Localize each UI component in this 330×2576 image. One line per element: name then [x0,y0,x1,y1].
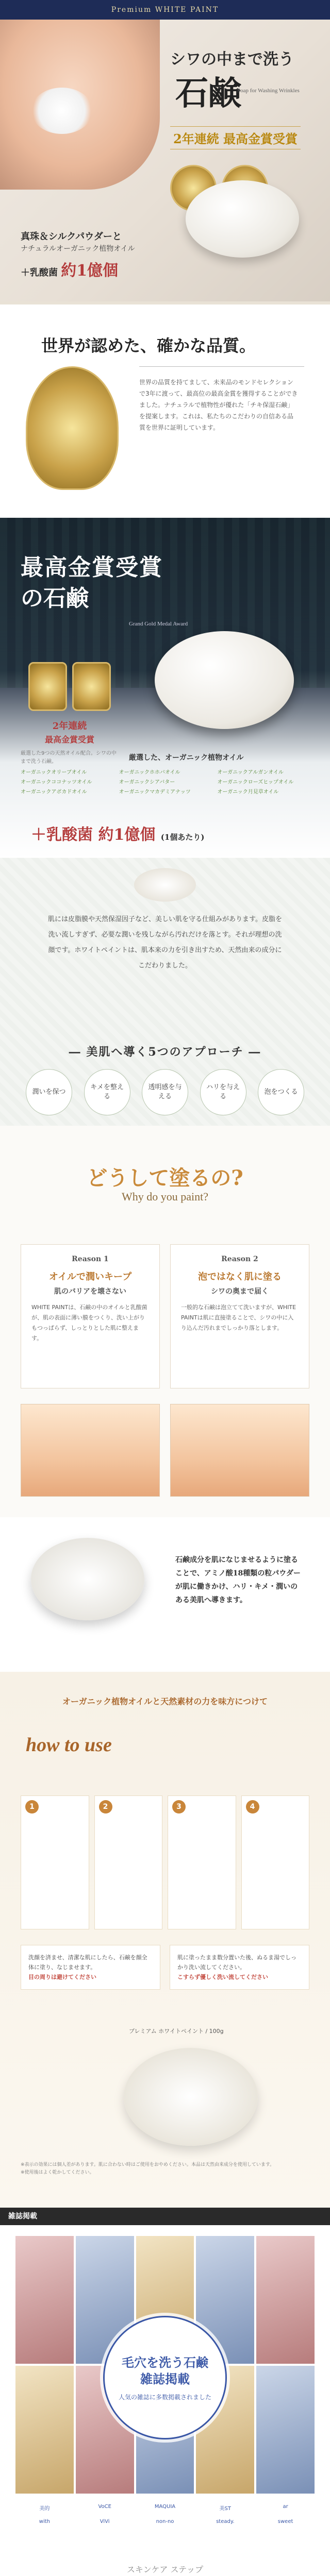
magazine-name: ViVi [100,2519,110,2524]
oil-item: オーガニックホホバオイル [119,770,180,775]
how-note-warning: こすらず優しく洗い流してください [177,1974,268,1980]
magazine-badge [103,2316,227,2439]
hero-english: Soap for Washing Wrinkles [237,88,300,94]
why-title: どうして塗るの? [87,1166,243,1190]
quality-text: 世界の品質を持てまして、未来品のモンドセレクションで3年に渡って、最高位の最高金賞を獲得することができました。ナチュラルで植物性が優れた「チキ保湿石鹸」を提案します。これは、私たちのこだわりの自信ある品質を世界に証明しています。 [139,379,298,431]
intro-text: 肌には皮脂膜や天然保湿因子など、美しい肌を守る仕組みがあります。皮脂を洗い流しすぎず、必要な潤いを残しながら汚れだけを落とす。それが理想の洗顔です。ホワイトペイントは、肌本来の力を引き出すため、天然由来の成分にこだわりました。 [48,916,282,970]
hero-line-prefix: ＋乳酸菌 [21,267,58,278]
skin-layer-illustration [21,1404,160,1497]
magazine-name: 美ST [219,2506,232,2512]
award-caption: 2年連続 [52,721,87,732]
how-notes [21,1945,309,1990]
brand-band: Premium WHITE PAINT [0,0,330,20]
badge-title: 毛穴を洗う石鹸 [122,2354,208,2370]
soap-image [134,868,196,902]
magazine-name: sweet [277,2519,293,2524]
hero-line: 真珠＆シルクパウダーと [21,231,122,242]
disclaimer-text: ※使用後はよく乾かしてください。 [21,2170,94,2175]
oil-heading: 厳選した、オーガニック植物オイル [129,754,244,762]
magazine-cover [256,2236,315,2364]
award-english: Grand Gold Medal Award [129,621,188,627]
approach-item: 泡をつくる [258,1069,304,1115]
intro-section [0,858,330,1126]
approach-item: 透明感を与える [142,1069,188,1115]
texture-section [0,1517,330,1672]
award-title: 最高金賞受賞 [21,554,163,581]
reason-subtitle: シワの奥まで届く [211,1287,269,1296]
approach-item: 潤いを保つ [26,1069,72,1115]
reason-tag: Reason 2 [221,1255,258,1263]
oil-item: オーガニックオリーブオイル [21,770,87,775]
soap-image [186,180,299,258]
how-note-text: 肌に塗ったまま数分置いた後、ぬるま湯でしっかり洗い流してください。 [177,1954,296,1971]
award-note: 厳選した9つの天然オイル配合。シワの中まで洗う石鹸。 [21,751,117,765]
step-number: 3 [172,1800,186,1814]
oil-item: オーガニックアルガンオイル [217,770,284,775]
how-title: how to use [26,1734,112,1756]
reason-text: WHITE PAINTは、石鹸の中のオイルと乳酸菌が、肌の表面に薄い膜をつくり、洗い上がりもつっぱらず、しっとりとした肌に整えます。 [31,1304,147,1342]
reason-title: オイルで潤いキープ [48,1272,132,1282]
hero-section [0,0,330,301]
badge-note: 人気の雑誌に多数掲載されました [118,2393,211,2401]
divider [139,366,304,367]
lactic-acid-callout [31,822,204,844]
magazine-name: VoCE [98,2504,111,2510]
how-to-use-section [0,1672,330,2208]
medal-icon [72,662,111,711]
approach-item: キメを整える [84,1069,130,1115]
skin-layer-illustration [170,1404,309,1497]
lactic-acid-text: ＋乳酸菌 約1億個 [31,826,156,844]
oil-item: オーガニックアボカドオイル [21,789,87,795]
magazine-name: steady. [216,2519,235,2524]
oil-item: オーガニックローズヒップオイル [217,779,294,785]
badge-title: 雑誌掲載 [140,2371,190,2386]
step-number: 4 [246,1800,259,1814]
magazine-name: 美的 [39,2506,50,2512]
award-title-2: の石鹸 [21,585,89,612]
hero-headline: シワの中まで洗う [170,50,294,69]
hero-headline-large: 石鹸 [175,74,241,113]
magazine-cover [15,2366,74,2494]
oil-item: オーガニック月見草オイル [217,789,279,795]
hero-award: 2年連続 最高金賞受賞 [170,126,301,149]
quality-section [0,301,330,518]
soap-image [124,2048,258,2146]
how-note [21,1945,160,1990]
step-number: 2 [99,1800,112,1814]
hero-line-number: 約1億個 [61,262,119,280]
approach-item: ハリを与える [200,1069,246,1115]
lactic-acid-note: (1個あたり) [160,833,205,842]
hero-line: ナチュラルオーガニック植物オイル [21,245,135,253]
foam-image [31,88,93,134]
approach-heading: ― 美肌へ導く5つのアプローチ ― [69,1045,261,1059]
why-subtitle: Why do you paint? [121,1190,209,1203]
how-step [21,1795,89,1929]
disclaimer [21,2161,309,2177]
soap-image [155,631,294,729]
magazine-name: with [39,2519,50,2524]
how-note [170,1945,309,1990]
product-info [129,2027,224,2036]
magazine-cover [15,2236,74,2364]
step-number: 1 [25,1800,39,1814]
magazine-name: ar [283,2504,288,2510]
texture-text: 石鹸成分を肌になじませるように塗ることで、アミノ酸18種類の粒パウダーが肌に働きかけ、ハリ・キメ・潤いのある美肌へ導きます。 [175,1556,301,1604]
how-note-text: 洗顔を済ませ、清潔な肌にしたら、石鹸を顔全体に塗り、なじませます。 [28,1954,147,1971]
magazine-section [0,2208,330,2576]
reason-card [21,1244,160,1388]
product-display [31,2027,299,2146]
reason-tag: Reason 1 [72,1255,109,1263]
quality-title: 世界が認めた、確かな品質。 [41,336,256,355]
magazine-list [15,2504,315,2524]
medal-icon [28,662,67,711]
approach-list [26,1069,304,1115]
magazine-name: non-no [156,2519,174,2524]
why-section [0,1126,330,1517]
reason-card [170,1244,309,1388]
award-caption: 最高金賞受賞 [44,735,94,744]
how-step [168,1795,236,1929]
oil-list [21,768,309,795]
oil-item: オーガニックマカデミアナッツ [119,789,191,795]
how-step [94,1795,163,1929]
reason-title: 泡ではなく肌に塗る [198,1272,282,1282]
skin-diagram [21,1404,309,1497]
reason-text: 一般的な石鹸は泡立てて洗いますが、WHITE PAINTは肌に直接塗ることで、シワの中に入り込んだ汚れまでしっかり落とします。 [181,1304,296,1331]
how-step [241,1795,310,1929]
soap-image [31,1538,144,1620]
magazine-heading: 雑誌掲載 [0,2208,330,2225]
hero-line [21,258,118,280]
oil-item: オーガニックココナッツオイル [21,779,92,785]
how-header: オーガニック植物オイルと天然素材の力を味方につけて [62,1697,268,1706]
disclaimer-text: ※表示の効果には個人差があります。肌に合わない時はご使用をおやめください。本品は天然由来成分を使用しています。 [21,2162,275,2167]
magazine-name: MAQUIA [154,2504,176,2510]
how-note-warning: 目の周りは避けてください [28,1974,96,1980]
mondeselection-medal-icon [26,366,119,490]
skincare-heading: スキンケア ステップ [126,2565,204,2574]
oil-item: オーガニックシアバター [119,779,175,785]
reason-subtitle: 肌のバリアを壊さない [54,1287,126,1296]
award-section [0,518,330,858]
magazine-cover [256,2366,315,2494]
how-steps [21,1795,309,1929]
product-info-text: プレミアム ホワイトペイント / 100g [129,2028,224,2035]
